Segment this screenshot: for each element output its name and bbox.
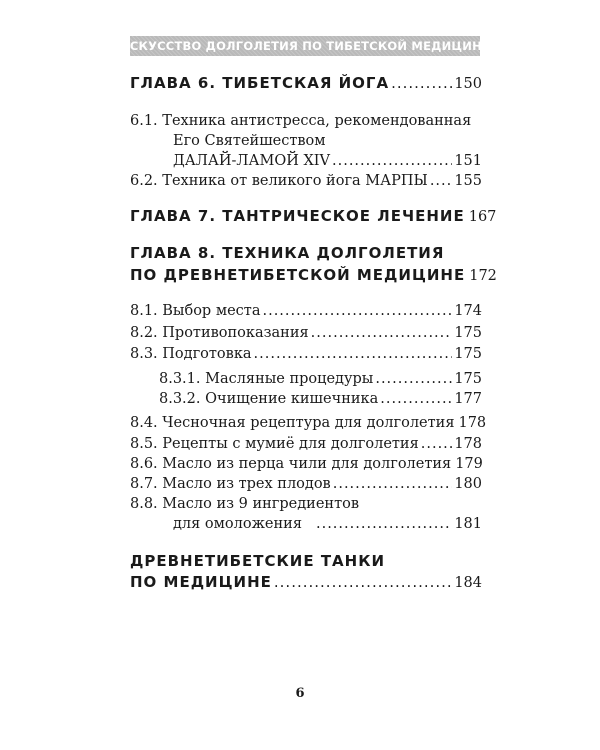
toc-entry-8-3-1[interactable] — [159, 369, 482, 389]
toc-page-number: 167 — [468, 209, 497, 225]
toc-entry-8-5[interactable] — [130, 434, 482, 454]
toc-entry-title: 8.2. Противопоказания — [130, 325, 309, 341]
toc-entry-8-7[interactable] — [130, 474, 482, 494]
toc-entry-title: 8.3. Подготовка — [130, 346, 252, 362]
toc-entry-6-1-line1[interactable]: 6.1. Техника антистресса, рекомендованная — [130, 113, 472, 129]
toc-page-number: 174 — [454, 303, 482, 319]
dot-leader — [421, 434, 453, 454]
toc-entry-tanks[interactable] — [130, 572, 482, 593]
toc-entry-8-2[interactable] — [130, 323, 482, 343]
toc-entry-title: 8.3.1. Масляные процедуры — [159, 371, 374, 387]
toc-entry-chapter-6[interactable] — [130, 73, 482, 94]
toc-page-number: 180 — [454, 476, 482, 492]
toc-entry-title: ДАЛАЙ-ЛАМОЙ XIV — [173, 153, 330, 169]
toc-page-number: 178 — [454, 436, 482, 452]
toc-page-number: 184 — [454, 575, 482, 591]
toc-entry-8-8[interactable] — [173, 514, 482, 534]
toc-entry-8-4[interactable] — [130, 413, 487, 433]
toc-entry-chapter-8-line1[interactable]: ГЛАВА 8. ТЕХНИКА ДОЛГОЛЕТИЯ — [130, 244, 445, 262]
toc-entry-chapter-7[interactable] — [130, 206, 497, 227]
toc-entry-title: ПО ДРЕВНЕТИБЕТСКОЙ МЕДИЦИНЕ — [130, 266, 466, 284]
toc-entry-8-8-line1[interactable]: 8.8. Масло из 9 ингредиентов — [130, 496, 359, 512]
toc-entry-8-6[interactable] — [130, 454, 482, 474]
toc-page-number: 178 — [458, 415, 487, 431]
dot-leader — [274, 572, 452, 592]
dot-leader — [333, 474, 453, 494]
dot-leader — [332, 151, 452, 171]
dot-leader — [380, 389, 452, 409]
toc-entry-6-2[interactable] — [130, 171, 482, 191]
toc-page-number: 177 — [454, 391, 482, 407]
toc-page-number: 175 — [454, 325, 482, 341]
toc-page-number: 175 — [454, 371, 482, 387]
dot-leader — [254, 344, 453, 364]
toc-page-number: 151 — [454, 153, 482, 169]
toc-entry-title: для омоложения — [173, 516, 302, 532]
toc-page-number: 175 — [454, 346, 482, 362]
toc-page-number: 179 — [455, 456, 483, 472]
toc-entry-chapter-8[interactable] — [130, 265, 497, 286]
dot-leader — [391, 73, 452, 93]
dot-leader — [316, 514, 452, 534]
toc-entry-8-3-2[interactable] — [159, 389, 482, 409]
toc-page-number: 155 — [454, 173, 482, 189]
toc-entry-tanks-line1[interactable]: ДРЕВНЕТИБЕТСКИЕ ТАНКИ — [130, 552, 386, 570]
dot-leader — [311, 323, 453, 343]
toc-entry-title: 8.1. Выбор места — [130, 303, 261, 319]
toc-entry-title: 8.7. Масло из трех плодов — [130, 476, 331, 492]
page-number: 6 — [295, 686, 305, 701]
toc-entry-title: ГЛАВА 6. ТИБЕТСКАЯ ЙОГА — [130, 74, 390, 92]
toc-entry-8-3[interactable] — [130, 344, 482, 364]
toc-entry-6-1[interactable] — [173, 151, 482, 171]
running-header-text: ИСКУССТВО ДОЛГОЛЕТИЯ ПО ТИБЕТСКОЙ МЕДИЦИНЕ — [120, 39, 490, 53]
toc-entry-title: 8.4. Чесночная рецептура для долголетия — [130, 415, 455, 431]
toc-entry-title: 8.6. Масло из перца чили для долголетия — [130, 456, 452, 472]
running-header — [120, 36, 490, 56]
toc-entry-title: 8.3.2. Очищение кишечника — [159, 391, 379, 407]
toc-page-number: 150 — [454, 76, 482, 92]
toc-entry-6-1-line2[interactable]: Его Святейшеством — [173, 133, 326, 149]
toc-entry-title: 8.5. Рецепты с мумиё для долголетия — [130, 436, 419, 452]
toc-entry-title: ПО МЕДИЦИНЕ — [130, 573, 272, 591]
toc-page-number: 172 — [469, 268, 497, 284]
toc-entry-title: 6.2. Техника от великого йога МАРПЫ — [130, 173, 428, 189]
toc-entry-title: ГЛАВА 7. ТАНТРИЧЕСКОЕ ЛЕЧЕНИЕ — [130, 207, 465, 225]
dot-leader — [430, 171, 453, 191]
dot-leader — [262, 301, 452, 321]
toc-page-number: 181 — [454, 516, 482, 532]
dot-leader — [375, 369, 452, 389]
toc-entry-8-1[interactable] — [130, 301, 482, 321]
